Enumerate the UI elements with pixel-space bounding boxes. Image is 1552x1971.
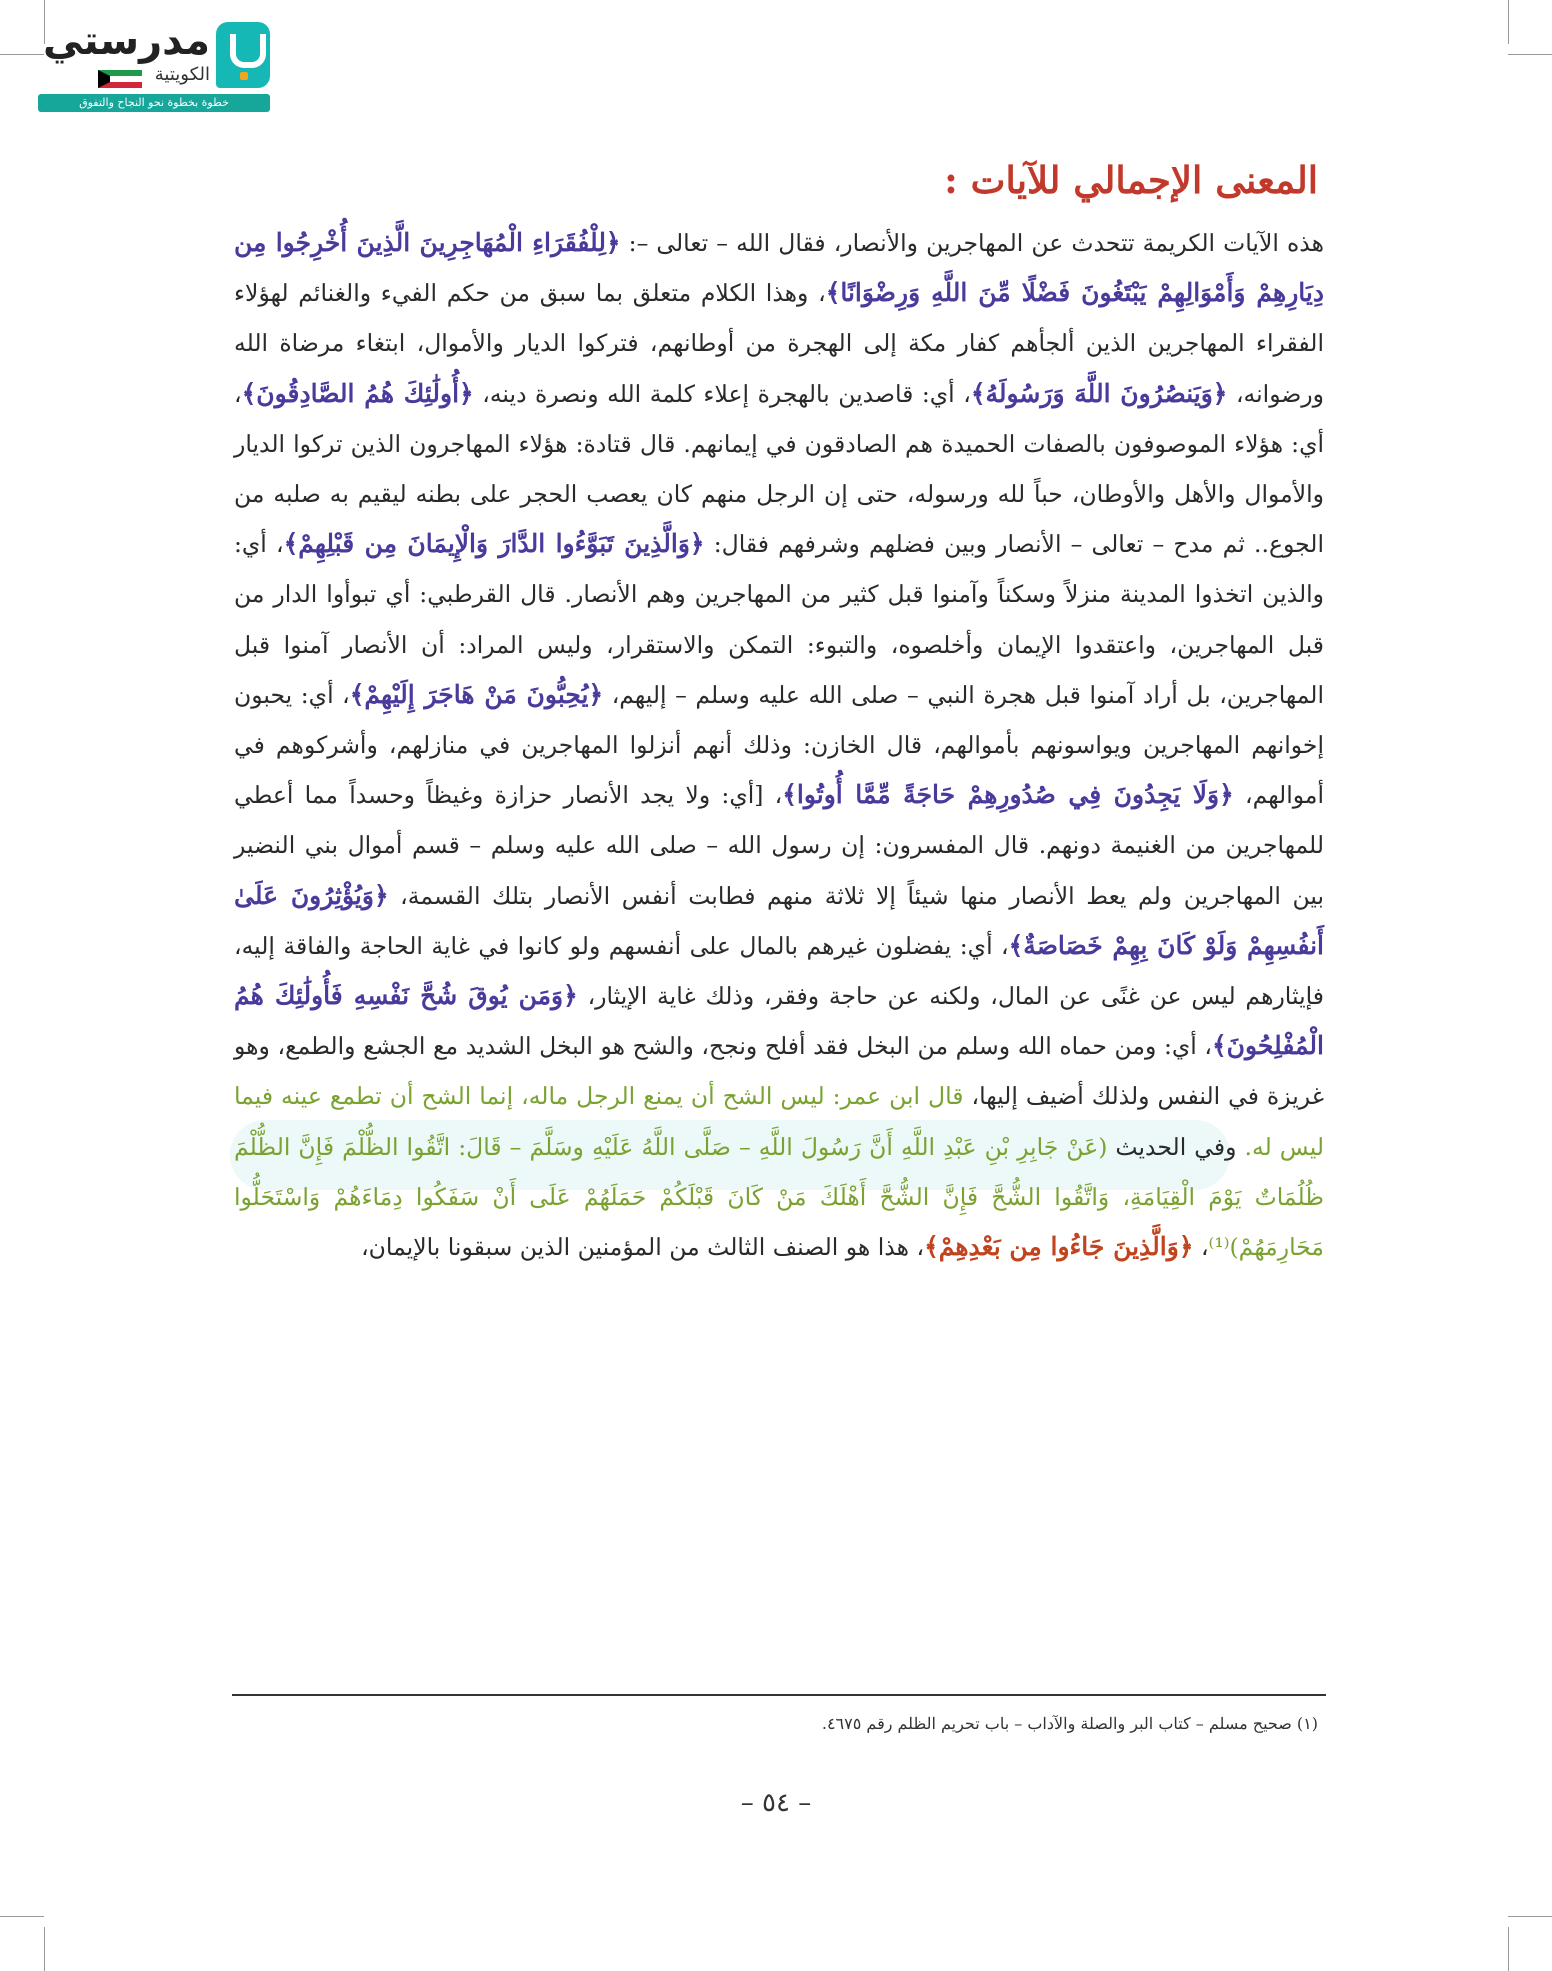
- quote-ibn-umar: قال ابن عمر: ليس الشح أن يمنع الرجل ماله، إنما الشح أن تطمع عينه فيما ليس له.: [234, 1082, 1324, 1161]
- text-segment: ، أي: ومن حماه الله وسلم من البخل فقد أفلح ونجح، والشح هو البخل الشديد مع الجشع والطمع، وهو غريزة في النفس ولذلك أضيف إليها،: [234, 1032, 1325, 1111]
- quran-verse: ﴿وَلَا يَجِدُونَ فِي صُدُورِهِمْ حَاجَةً مِّمَّا أُوتُوا﴾: [782, 780, 1234, 810]
- logo-mark-icon: [216, 22, 270, 88]
- quran-verse: ﴿لِلْفُقَرَاءِ الْمُهَاجِرِينَ الَّذِينَ أُخْرِجُوا مِن دِيَارِهِمْ وَأَمْوَالِهِمْ يَبْتَغُونَ فَضْلًا مِّنَ اللَّهِ وَرِضْوَانًا﴾: [234, 228, 1324, 308]
- hadith-text: (عَنْ جَابِرِ بْنِ عَبْدِ اللَّهِ أَنَّ رَسُولَ اللَّهِ – صَلَّى اللَّهُ عَلَيْهِ وسَلَّمَ – قَالَ: اتَّقُوا الظُّلْمَ فَإِنَّ الظُّلْمَ ظُلُمَاتٌ يَوْمَ الْقِيَامَةِ، وَاتَّقُوا الشُّحَّ فَإِنَّ الشُّحَّ أَهْلَكَ مَنْ كَانَ قَبْلَكُمْ حَمَلَهُمْ عَلَى أَنْ سَفَكُوا دِمَاءَهُمْ وَاسْتَحَلُّوا مَحَارِمَهُمْ)⁽¹⁾: [234, 1132, 1324, 1262]
- text-segment: ، وهذا الكلام متعلق بما سبق من حكم الفيء والغنائم لهؤلاء الفقراء المهاجرين الذين ألجأهم كفار مكة إلى الهجرة من أوطانهم، فتركوا الديار والأموال، ابتغاء مرضاة الله ورضوانه،: [234, 279, 1324, 408]
- kuwait-flag-icon: [98, 70, 142, 88]
- text-segment: ، أي: والذين اتخذوا المدينة منزلاً وسكناً وآمنوا قبل كثير من المهاجرين وهم الأنصار. قال القرطبي: أي تبوأوا الدار من قبل المهاجرين، واعتقدوا الإيمان وأخلصوه، والتبوء: التمكن والاستقرار، وليس المراد: أن الأنصار آمنوا قبل المهاجرين، بل أراد آمنوا قبل هجرة النبي – صلى الله عليه وسلم – إليهم،: [234, 530, 1324, 709]
- site-logo[interactable]: [38, 18, 278, 114]
- logo-tagline: خطوة بخطوة نحو النجاح والتفوق: [38, 94, 270, 112]
- quran-verse: ﴿وَيَنصُرُونَ اللَّهَ وَرَسُولَهُ﴾: [970, 378, 1228, 408]
- text-segment: ، أي: هؤلاء الموصوفون بالصفات الحميدة هم الصادقون في إيمانهم. قال قتادة: هؤلاء المهاجرون الذين تركوا الديار والأموال والأهل والأوطان، حباً لله ورسوله، حتى إن الرجل منهم كان يعصب الحجر على بطنه ليقيم به صلبه من الجوع.. ثم مدح – تعالى – الأنصار وبين فضلهم وشرفهم فقال:: [234, 379, 1324, 559]
- section-heading: المعنى الإجمالي للآيات :: [944, 158, 1318, 202]
- body-text: [234, 218, 1324, 1688]
- text-segment: ، أي: يحبون إخوانهم المهاجرين ويواسونهم بأموالهم، قال الخازن: وذلك أنهم أنزلوا المهاجرين في منازلهم، وأشركوهم في أموالهم،: [234, 680, 1324, 810]
- quran-verse: ﴿وَيُؤْثِرُونَ عَلَىٰ أَنفُسِهِمْ وَلَوْ كَانَ بِهِمْ خَصَاصَةٌ﴾: [234, 880, 1324, 960]
- quran-verse: ﴿أُولَٰئِكَ هُمُ الصَّادِقُونَ﴾: [241, 378, 474, 408]
- text-segment: ، أي: يفضلون غيرهم بالمال على أنفسهم ولو كانوا في غاية الحاجة والفاقة إليه، فإيثارهم ليس عن غنًى عن المال، ولكنه عن حاجة وفقر، وذلك غاية الإيثار،: [234, 931, 1324, 1011]
- crop-mark-top-right: [1508, 0, 1509, 44]
- crop-mark-bottom-right: [1508, 1927, 1509, 1971]
- footnote: (١) صحيح مسلم – كتاب البر والصلة والآداب – باب تحريم الظلم رقم ٤٦٧٥.: [821, 1714, 1318, 1733]
- logo-country: الكويتية: [154, 64, 210, 85]
- quran-verse: ﴿وَمَن يُوقَ شُحَّ نَفْسِهِ فَأُولَٰئِكَ هُمُ الْمُفْلِحُونَ﴾: [234, 981, 1324, 1061]
- text-segment: وفي الحديث: [1107, 1132, 1245, 1161]
- paragraph: [234, 218, 1324, 1272]
- crop-mark-top-right-h: [1508, 54, 1552, 55]
- logo-name: مدرستي: [42, 18, 210, 64]
- crop-mark-bottom-right-h: [1508, 1916, 1552, 1917]
- quran-verse: ﴿وَالَّذِينَ تَبَوَّءُوا الدَّارَ وَالْإِيمَانَ مِن قَبْلِهِمْ﴾: [283, 529, 705, 559]
- crop-mark-bottom-left: [44, 1927, 45, 1971]
- text-segment: ،: [1193, 1233, 1209, 1262]
- text-segment: ، أي: قاصدين بالهجرة إعلاء كلمة الله ونصرة دينه،: [473, 379, 971, 408]
- page-number: – ٥٤ –: [740, 1788, 812, 1818]
- crop-mark-bottom-left-h: [0, 1916, 44, 1917]
- text-segment: ، هذا هو الصنف الثالث من المؤمنين الذين سبقونا بالإيمان،: [361, 1233, 925, 1262]
- quran-verse: ﴿يُحِبُّونَ مَنْ هَاجَرَ إِلَيْهِمْ﴾: [349, 679, 604, 709]
- text-segment: ، [أي: ولا يجد الأنصار حزازة وغيظاً وحسداً مما أعطي للمهاجرين من الغنيمة دونهم. قال المفسرون: إن رسول الله – صلى الله عليه وسلم – قسم أموال بني النضير بين المهاجرين ولم يعط الأنصار منها شيئاً إلا ثلاثة منهم فطابت أنفس الأنصار بتلك القسمة،: [234, 781, 1324, 910]
- footnote-divider: [232, 1694, 1326, 1696]
- quran-verse: ﴿وَالَّذِينَ جَاءُوا مِن بَعْدِهِمْ﴾: [924, 1232, 1194, 1262]
- text-segment: هذه الآيات الكريمة تتحدث عن المهاجرين والأنصار، فقال الله – تعالى –:: [620, 229, 1324, 257]
